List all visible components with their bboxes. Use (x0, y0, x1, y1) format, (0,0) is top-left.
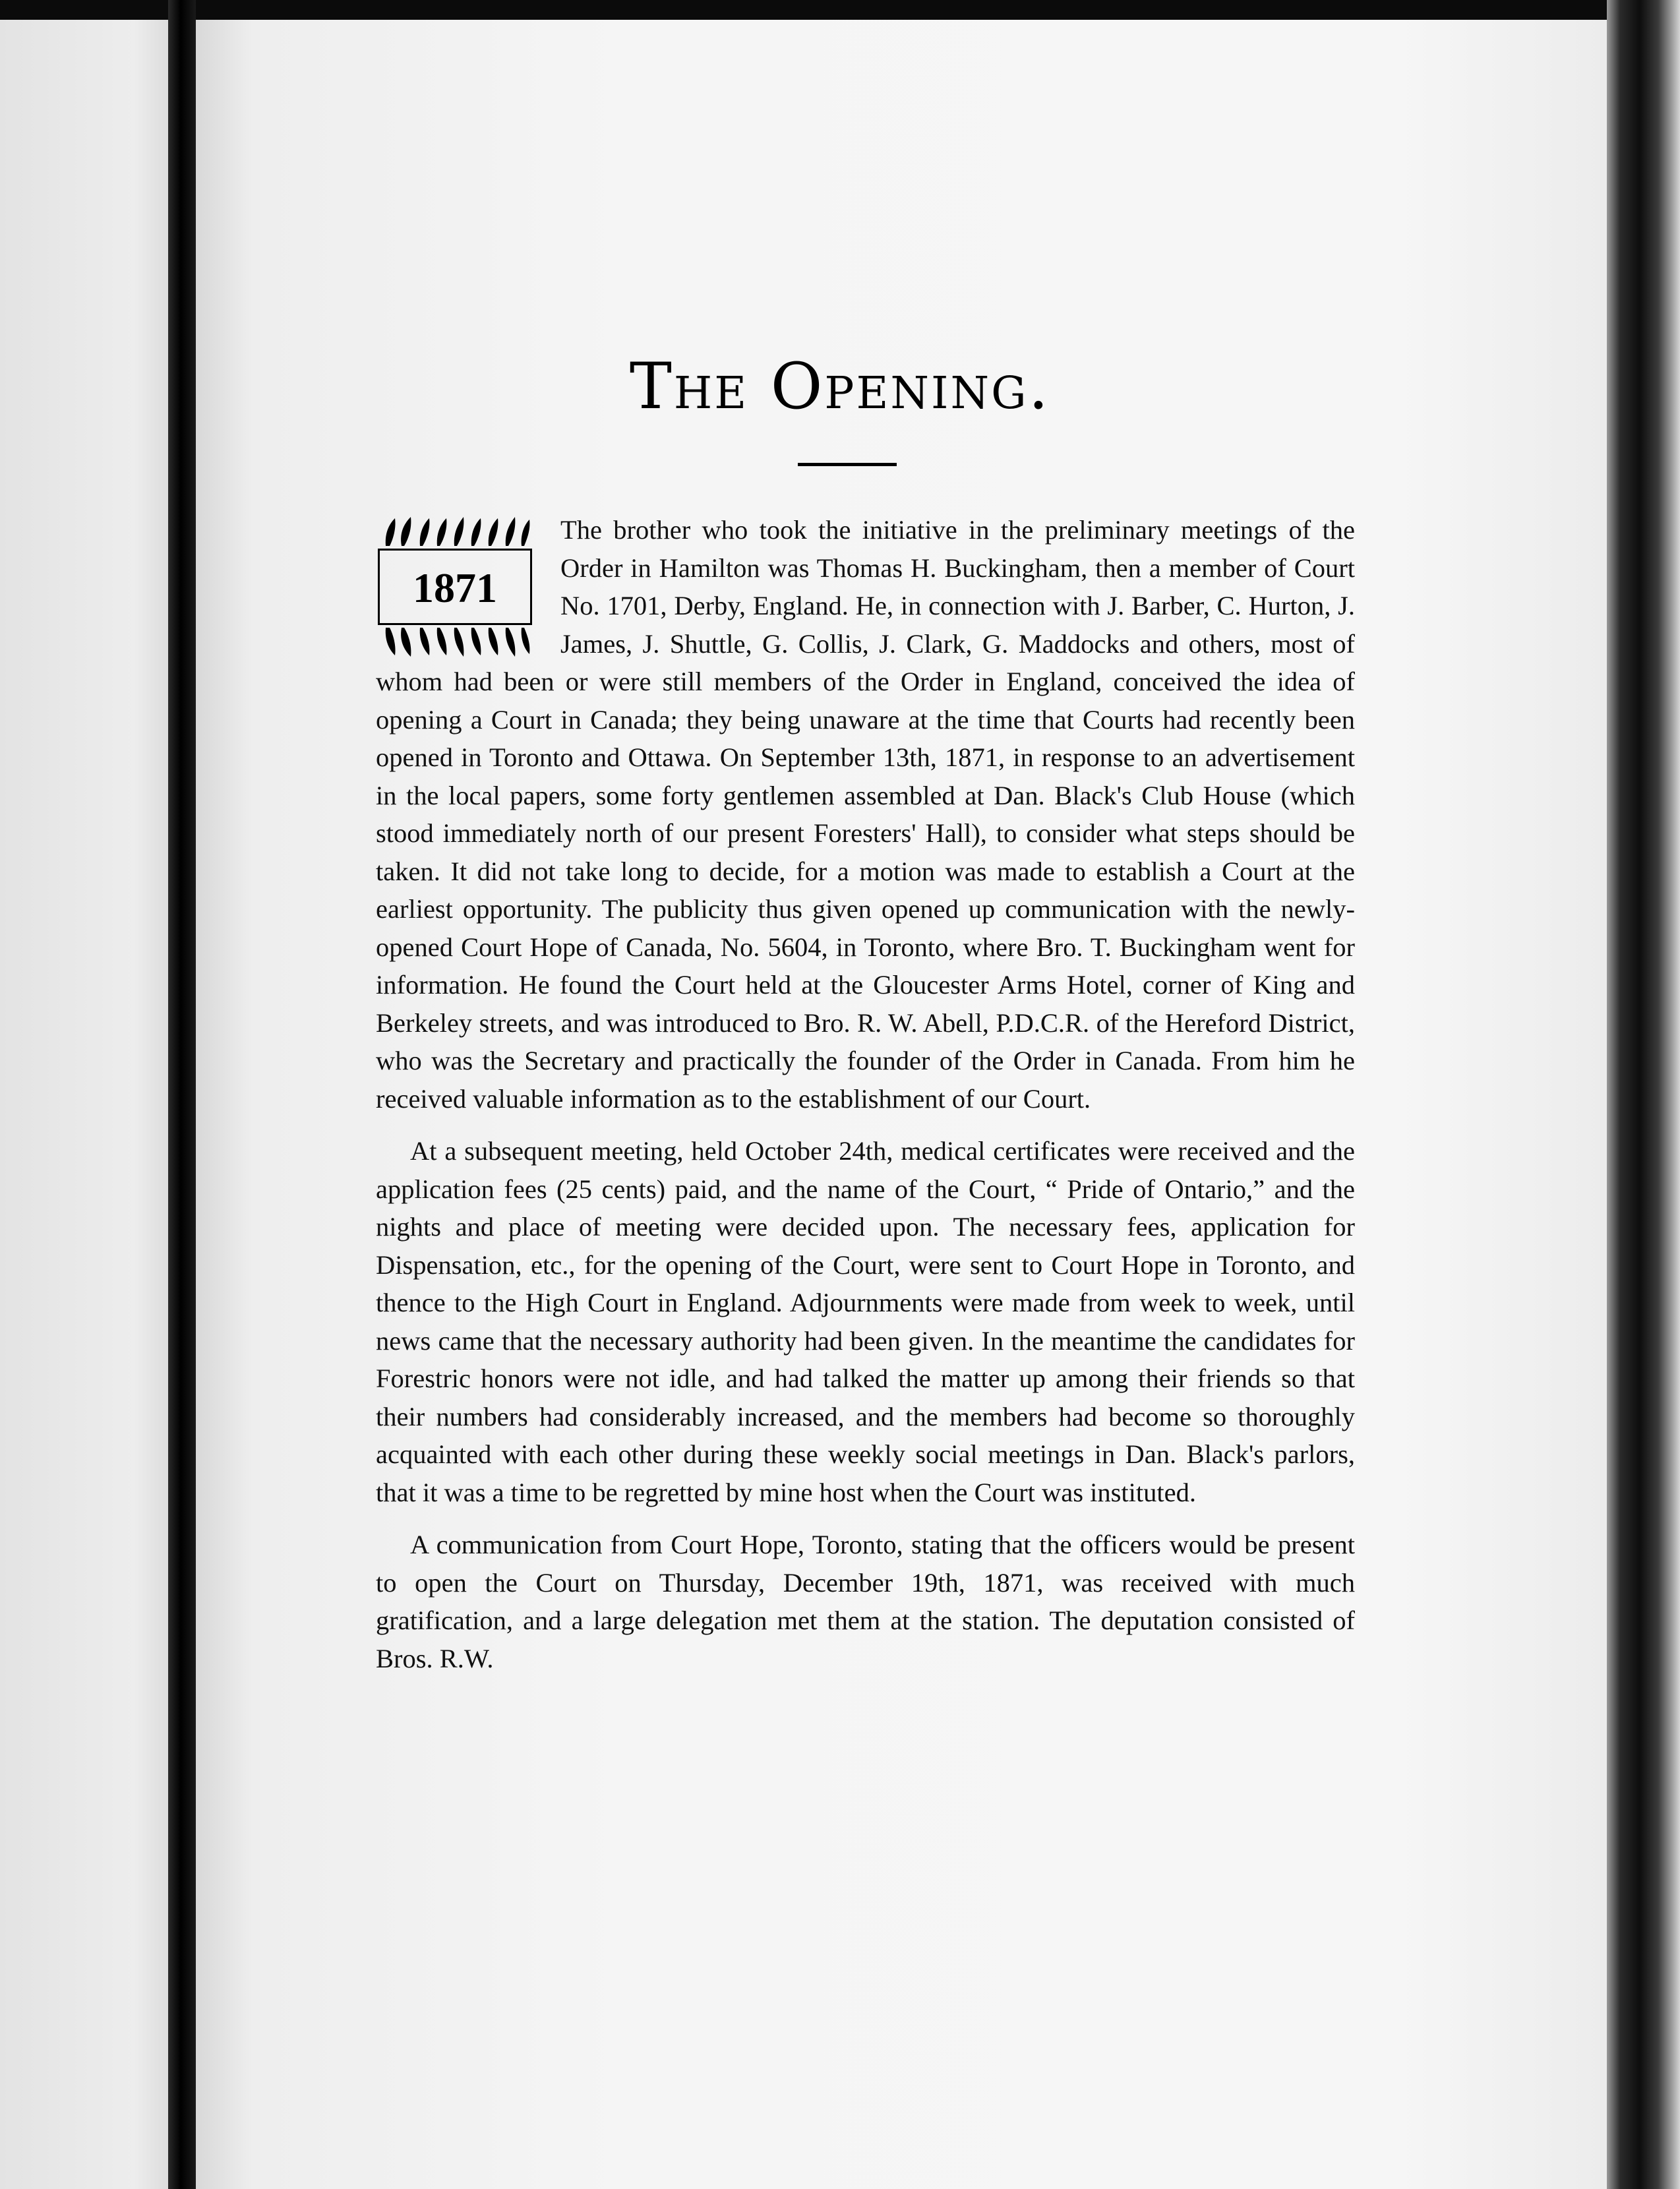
ornament-spacer (376, 511, 560, 663)
facing-page (0, 20, 168, 2189)
paragraph: At a subsequent meeting, held October 24th, medical certificates were received and the application fees (25 cents) paid, and the name of the Court, “ Pride of Ontario,” and the nights and place of meeting were decided upon. The necessary fees, application for Dispensation, etc., for the opening of the Court, were sent to Court Hope in Toronto, and thence to the High Court in England. Adjournments were made from week to week, until news came that the necessary authority had been given. In the meantime the candidates for Forestric honors were not idle, and had talked the matter up among their friends so that their numbers had considerably increased, and the members had become so thoroughly acquainted with each other during these weekly social meetings in Dan. Black's parlors, that it was a time to be regretted by mine host when the Court was instituted. (376, 1136, 1355, 1507)
book-gutter (168, 0, 196, 2189)
article-body (376, 511, 1355, 1692)
page-title: The Opening. (629, 349, 1051, 423)
ornament-year: 1871 (413, 564, 497, 611)
paragraph (376, 511, 1355, 1118)
paragraph-text: The brother who took the initiative in the preliminary meetings of the Order in Hamilton was Thomas H. Buckingham, then a member of Court No. 1701, Derby, England. He, in connection with J. Barber, C. Hurton, J. James, J. Shuttle, G. Collis, J. Clark, G. Maddocks and others, most of whom had been or were still members of the Order in England, conceived the idea of opening a Court in Canada; they being unaware at the time that Courts had recently been opened in Toronto and Ottawa. On September 13th, 1871, in response to an advertisement in the local papers, some forty gentlemen assembled at Dan. Black's Club House (which stood immediately north of our present Foresters' Hall), to consider what steps should be taken. It did not take long to decide, for a motion was made to establish a Court at the earliest opportunity. The publicity thus given opened up communication with the newly-opened Court Hope of Canada, No. 5604, in Toronto, where Bro. T. Buckingham went for information. He found the Court held at the Gloucester Arms Hotel, corner of King and Berkeley streets, and was introduced to Bro. R. W. Abell, P.D.C.R. of the Hereford District, who was the Secretary and practically the founder of the Order in Canada. From him he received valuable information as to the establishment of our Court. (376, 515, 1355, 1114)
title-divider (798, 463, 897, 466)
scan-top-edge (0, 0, 1680, 20)
paragraph: A communication from Court Hope, Toronto, stating that the officers would be present to open the Court on Thursday, December 19th, 1871, was received with much gratification, and a large delegation met them at the station. The deputation consisted of Bros. R.W. (376, 1530, 1355, 1673)
scan-right-edge (1607, 0, 1680, 2189)
